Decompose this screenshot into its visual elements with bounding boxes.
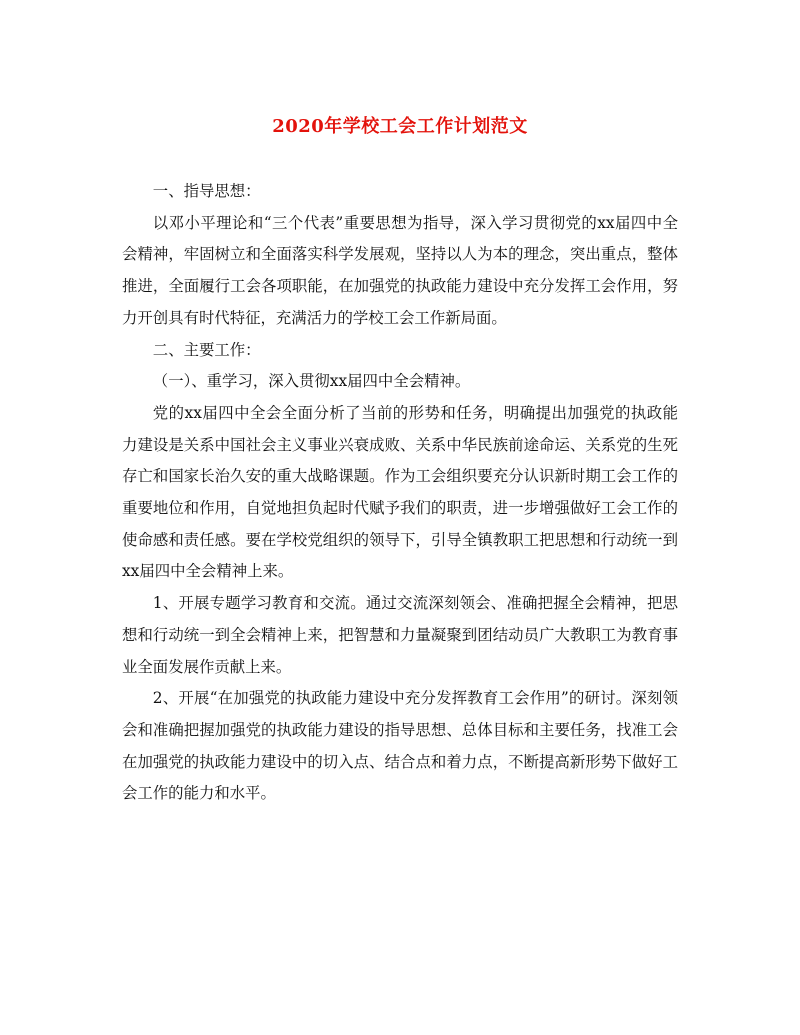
item-2-seminar: 2、开展“在加强党的执政能力建设中充分发挥教育工会作用”的研讨。深刻领会和准确把握加强党的执政能力建设的指导思想、总体目标和主要任务，找准工会在加强党的执政能力建设中的切入点、结合点和着力点，不断提高新形势下做好工会工作的能力和水平。 xyxy=(122,689,678,803)
heading-guiding-thought: 一、指导思想： xyxy=(152,182,261,200)
paragraph-guiding-thought: 以邓小平理论和“三个代表”重要思想为指导，深入学习贯彻党的xx届四中全会精神，牢固树立和全面落实科学发展观，坚持以人为本的理念，突出重点，整体推进，全面履行工会各项职能，在加强党的执政能力建设中充分发挥工会作用，努力开创具有时代特征，充满活力的学校工会工作新局面。 xyxy=(122,213,678,327)
item-1-study-exchange: 1、开展专题学习教育和交流。通过交流深刻领会、准确把握全会精神，把思想和行动统一到全会精神上来，把智慧和力量凝聚到团结动员广大教职工为教育事业全面发展作贡献上来。 xyxy=(122,594,678,676)
document-title: 2020年学校工会工作计划范文 xyxy=(272,116,528,137)
document-body xyxy=(122,176,678,810)
paragraph-plenary-analysis: 党的xx届四中全会全面分析了当前的形势和任务，明确提出加强党的执政能力建设是关系中国社会主义事业兴衰成败、关系中华民族前途命运、关系党的生死存亡和国家长治久安的重大战略课题。作为工会组织要充分认识新时期工会工作的重要地位和作用，自觉地担负起时代赋予我们的职责，进一步增强做好工会工作的使命感和责任感。要在学校党组织的领导下，引导全镇教职工把思想和行动统一到xx届四中全会精神上来。 xyxy=(122,403,678,581)
subheading-study: （一）、重学习，深入贯彻xx届四中全会精神。 xyxy=(152,372,471,391)
heading-main-work: 二、主要工作： xyxy=(152,340,261,359)
